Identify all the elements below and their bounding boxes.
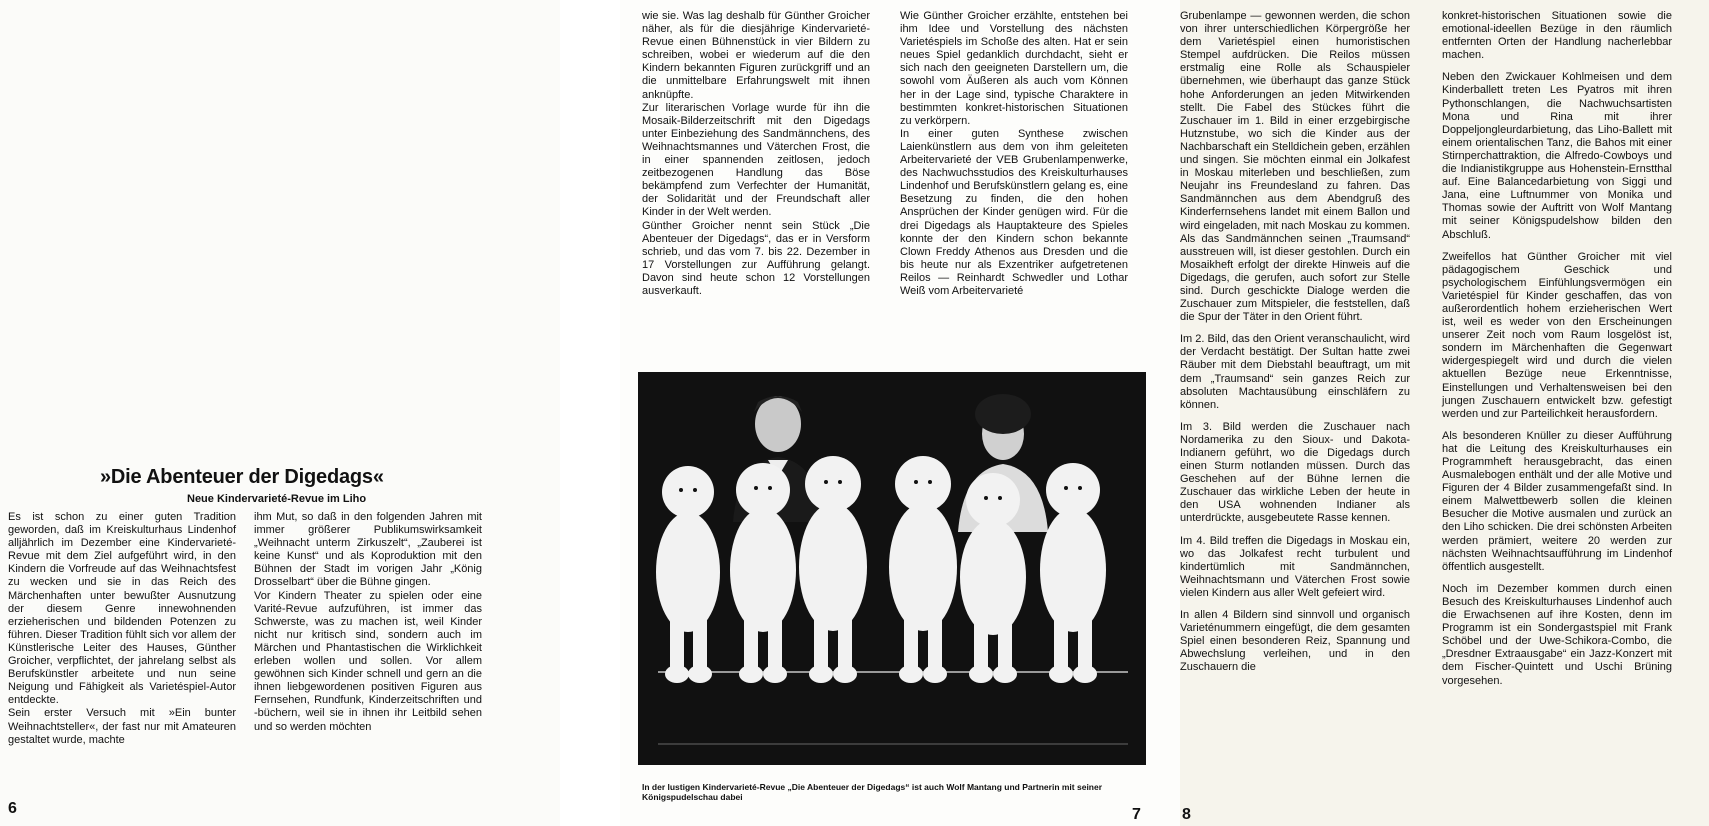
page-number: 8 <box>1182 806 1191 823</box>
article-subheadline: Neue Kindervarieté-Revue im Liho <box>187 493 367 505</box>
paragraph: Grubenlampe — gewonnen werden, die schon von ihrer unterschiedlichen Körpergröße her dem Varietéspiel einen humoristischen Stempel aufdrücken. Die Reilos müssen erstmalig eine Rolle als Schauspieler übernehmen, wie überhaupt das ganze Stück hohe Anforderungen an jeden Mitwirkenden stellt. Die Fabel des Stückes führt die Zuschauer im 1. Bild in einer erzgebirgische Hutznstube, wo sich die Kinder aus der Nachbarschaft ein Stelldichein geben, erzählen und singen. Sie möchten einmal ein Jolkafest in Moskau miterleben und beschließen, zum Neujahr ins Freundesland zu fahren. Das Sandmännchen aus dem Abendgruß des Kinderfernsehens landet mit einem Ballon und wird eingeladen, mit nach Moskau zu kommen. Als das Sandmännchen seinen „Traumsand“ ausstreuen will, ist dieser gestohlen. Durch ein Mosaikheft erfolgt der direkte Hinweis auf die Digedags, die gerufen, auch sofort zur Stelle sind. Durch geschickte Dialoge werden die Zuschauer zum Mitspieler, die feststellen, daß die Spur der Täter in den Orient führt. <box>1180 10 1410 324</box>
paragraph: Noch im Dezember kommen durch einen Besuch des Kreiskulturhauses Lindenhof auch die Erwachsenen auf ihre Kosten, denn im Programm ist ein Sondergastspiel mit Frank Schöbel und der Uwe-Schikora-Combo, die „Dresdner Extraausgabe“ ein Jazz-Konzert mit dem Fischer-Quintett und Uschi Brüning vorgesehen. <box>1442 582 1672 687</box>
page8-column-2 <box>1442 10 1672 688</box>
page-6 <box>0 0 560 826</box>
page-number: 7 <box>1132 806 1141 823</box>
page7-column-1 <box>642 10 870 298</box>
paragraph: Sein erster Versuch mit »Ein bunter Weihnachtsteller«, der fast nur mit Amateuren gestaltet wurde, machte <box>8 707 236 746</box>
page7-column-2 <box>900 10 1128 298</box>
paragraph: ihm Mut, so daß in den folgenden Jahren mit immer größerer Publikumswirksamkeit „Weihnacht unterm Zirkuszelt“, „Zauberei ist keine Kunst“ und als Koproduktion mit den Bühnen der Stadt im vorigen Jahr „König Drosselbart“ über die Bühne gingen. <box>254 511 482 589</box>
paragraph: Im 4. Bild treffen die Digedags in Moskau ein, wo das Jolkafest recht turbulent und kindertümlich mit Sandmännchen, Weihnachtsmann und Väterchen Frost sowie vielen Kindern aus aller Welt gefeiert wird. <box>1180 534 1410 599</box>
paragraph: Es ist schon zu einer guten Tradition geworden, daß im Kreiskulturhaus Lindenhof alljährlich im Dezember eine Kindervarieté-Revue mit dem Ziel aufgeführt wird, in den Kindern die Vorfreude auf das Weihnachtsfest zu wecken und sie in das Reich des Märchenhaften unter bewußter Ausnutzung der diesem Genre innewohnenden erzieherischen und bildenden Potenzen zu führen. Dieser Tradition fühlt sich vor allem der Künstlerische Leiter des Hauses, Günther Groicher, verpflichtet, der jahrelang selbst als Berufskünstler arbeitete und nun seine Neigung und Fähigkeit als Varietéspiel-Autor entdeckte. <box>8 511 236 707</box>
poodle-show-illustration <box>638 372 1146 765</box>
paragraph: Wie Günther Groicher erzählte, entstehen bei ihm Idee und Vorstellung des nächsten Varietéspiels im Schoße des alten. Hat er sein neues Spiel gedanklich durchdacht, sieht er sich nach den geeigneten Darstellern um, die sowohl vom Äußeren als auch vom Können her in der Lage sind, typische Charaktere in bestimmten konkret-historischen Situationen zu verkörpern. <box>900 10 1128 127</box>
paragraph: In allen 4 Bildern sind sinnvoll und organisch Varieténummern eingefügt, die dem gesamten Spiel einen besonderen Reiz, Spannung und Abwechslung verleihen, und in den Zuschauern die <box>1180 609 1410 674</box>
page8-column-1 <box>1180 10 1410 675</box>
page6-column-2 <box>254 511 482 734</box>
paragraph: In einer guten Synthese zwischen Laienkünstlern aus dem von ihm geleiteten Arbeitervarieté der VEB Grubenlampenwerke, des Nachwuchsstudios des Kreiskulturhauses Lindenhof und Berufskünstlern gelang es, eine Besetzung zu finden, die den hohen Ansprüchen der Kinder genügen wird. Für die drei Digedags als Hauptakteure des Spieles konnte der den Kindern schon bekannte Clown Freddy Athenos aus Dresden und die bis heute nur als Exzentriker aufgetretenen Reilos — Reinhardt Schwedler und Lothar Weiß vom Arbeitervarieté <box>900 127 1128 297</box>
paragraph: Günther Groicher nennt sein Stück „Die Abenteuer der Digedags“, das er in Versform schrieb, und das vom 7. bis 22. Dezember in 17 Vorstellungen zur Aufführung gelangt. Davon sind heute schon 12 Vorstellungen ausverkauft. <box>642 219 870 297</box>
article-headline: »Die Abenteuer der Digedags« <box>100 466 384 488</box>
paragraph: Im 2. Bild, das den Orient veranschaulicht, wird der Verdacht bestätigt. Der Sultan hatte zwei Räuber mit dem Diebstahl beauftragt, um mit dem „Traumsand“ sein ganzes Reich zur absoluten Machtausübung einschläfern zu können. <box>1180 333 1410 411</box>
paragraph: Vor Kindern Theater zu spielen oder eine Varité-Revue aufzuführen, ist immer das Schwerste, was zu machen ist, weil Kinder nicht nur kritisch sind, sondern auch im Märchen und Phantastischen die Wirklichkeit erleben wollen und sollen. Vor allem gewöhnen sich Kinder schnell und gern an die ihnen liebgewordenen positiven Figuren aus Fernsehen, Rundfunk, Kinderzeitschriften und -büchern, weil sie in ihnen ihr Leitbild sehen und so werden möchten <box>254 589 482 733</box>
paragraph: Im 3. Bild werden die Zuschauer nach Nordamerika zu den Sioux- und Dakota-Indianern geführt, wo die Digedags durch einen Sturm notlanden müssen. Durch das Geschehen auf der Bühne lernen die Zuschauer das wirkliche Leben der heute in den USA wohnenden Indianer als unterdrückte, ausgebeutete Rasse kennen. <box>1180 420 1410 525</box>
page-number: 6 <box>8 800 17 817</box>
paragraph: Neben den Zwickauer Kohlmeisen und dem Kinderballett treten Les Pyatros mit ihren Pythonschlangen, die Nachwuchsartisten Mona und Rina mit ihrer Doppeljongleurdarbietung, das Liho-Ballett mit einem orientalischen Tanz, die Bahos mit einer Stirnperchattraktion, die Alfredo-Cowboys und die Indianistikgruppe aus Hohenstein-Ernstthal auf. Eine Balancedarbietung von Siggi und Jana, eine Luftnummer von Monika und Thomas sowie der Auftritt von Wolf Mantang mit seiner Königspudelshow bilden den Abschluß. <box>1442 71 1672 241</box>
paragraph: Zur literarischen Vorlage wurde für ihn die Mosaik-Bilderzeitschrift mit den Digedags unter Einbeziehung des Sandmännchens, des Weihnachtsmannes und Väterchen Frost, die in einer spannenden zeitlosen, jedoch zeitbezogenen Handlung das Böse bekämpfend zum Verfechter der Humanität, der Solidarität und der Freundschaft aller Kinder in der Welt werden. <box>642 101 870 219</box>
photo-caption: In der lustigen Kindervarieté-Revue „Die Abenteuer der Digedags“ ist auch Wolf Mantang und Partnerin mit seiner Königspudelschau dabei <box>642 782 1103 802</box>
poodle-show-photo <box>638 372 1146 765</box>
page6-column-1 <box>8 511 236 747</box>
paragraph: wie sie. Was lag deshalb für Günther Groicher näher, als für die diesjährige Kindervarieté-Revue einen Bühnenstück in vier Bildern zu schreiben, wobei er wiederum auf die den Kindern bekannten Figuren zurückgriff und an die unmittelbare Erfahrungswelt mit ihnen anknüpfte. <box>642 10 870 101</box>
page-8 <box>1180 0 1709 826</box>
paragraph: Als besonderen Knüller zu dieser Aufführung hat die Leitung des Kreiskulturhauses ein Programmheft herausgebracht, das einen Ausmalebogen enthält und der alle Motive und Figuren der 4 Bilder zusammengefaßt sind. In einem Malwettbewerb sollen die kleinen Besucher die Motive ausmalen und zurück an den Liho schicken. Die drei schönsten Arbeiten werden prämiert, weitere 20 werden zur nächsten Weihnachtsaufführung im Lindenhof öffentlich ausgestellt. <box>1442 429 1672 573</box>
paragraph: konkret-historischen Situationen sowie die emotional-ideellen Bezüge in den räumlich entfernten Orten der Handlung nacherlebbar machen. <box>1442 10 1672 62</box>
paragraph: Zweifellos hat Günther Groicher mit viel pädagogischem Geschick und psychologischem Einfühlungsvermögen ein Varietéspiel für Kinder geschaffen, das von außerordentlich hohem erzieherischen Wert ist, weil es weder von den Erscheinungen unserer Zeit noch vom Raum losgelöst ist, sondern im Märchenhaften die Gegenwart widergespiegelt wird und durch die vielen aktuellen Bezüge neue Erkenntnisse, Einstellungen und Verhaltensweisen bei den jungen Zuschauern entwickelt bzw. gefestigt werden und zur Parteilichkeit herausfordern. <box>1442 250 1672 420</box>
